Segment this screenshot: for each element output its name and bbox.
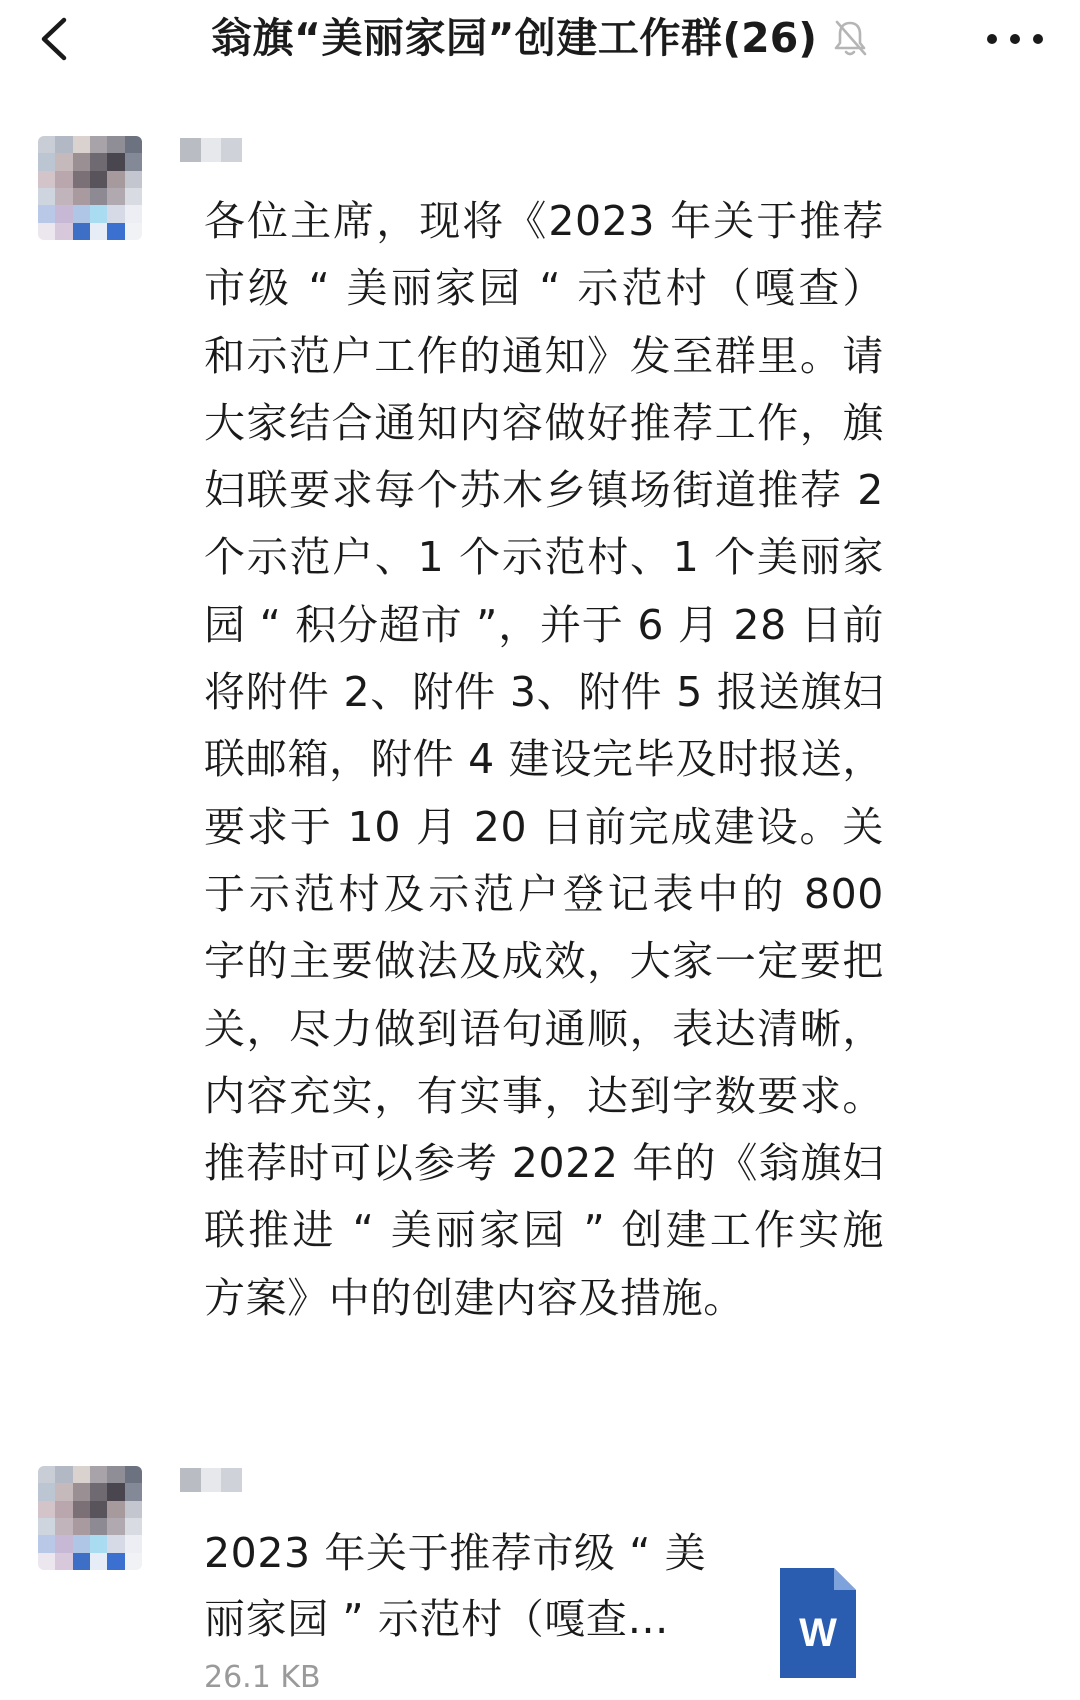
file-size: 26.1 KB [204,1660,321,1695]
word-document-icon [776,1568,856,1678]
avatar[interactable] [38,1466,142,1570]
word-icon-letter: W [799,1611,837,1655]
message-text[interactable]: 各位主席，现将《2023 年关于推荐市级 “ 美丽家园 “ 示范村（嘎查）和示范户工作的通知》发至群里。请大家结合通知内容做好推荐工作，旗妇联要求每个苏木乡镇场街道推荐 2 个示范户、1 个示范村、1 个美丽家园 “ 积分超市 ”，并于 6 月 28 日前将附件 2、附件 3、附件 5 报送旗妇联邮箱，附件 4 建设完毕及时报送，要求于 10 月 20 日前完成建设。关于示范村及示范户登记表中的 800 字的主要做法及成效，大家一定要把关，尽力做到语句通顺，表达清晰，内容充实，有实事，达到字数要求。推荐时可以参考 2022 年的《翁旗妇联推进 “ 美丽家园 ” 创建工作实施方案》中的创建内容及措施。 [204,197,884,1322]
chat-title-area [0,8,1080,68]
more-options-button[interactable] [980,14,1050,64]
sender-name [180,138,242,162]
file-attachment-card[interactable] [184,1510,884,1700]
sender-name [180,1468,242,1492]
bell-off-icon [831,18,869,58]
file-name: 2023 年关于推荐市级 “ 美丽家园 ” 示范村（嘎查… [204,1529,707,1643]
member-count: (26) [722,14,817,62]
chat-title: 翁旗“美丽家园”创建工作群 [211,14,723,62]
more-horizontal-icon [980,14,1050,64]
chat-header [0,0,1080,80]
avatar[interactable] [38,136,142,240]
